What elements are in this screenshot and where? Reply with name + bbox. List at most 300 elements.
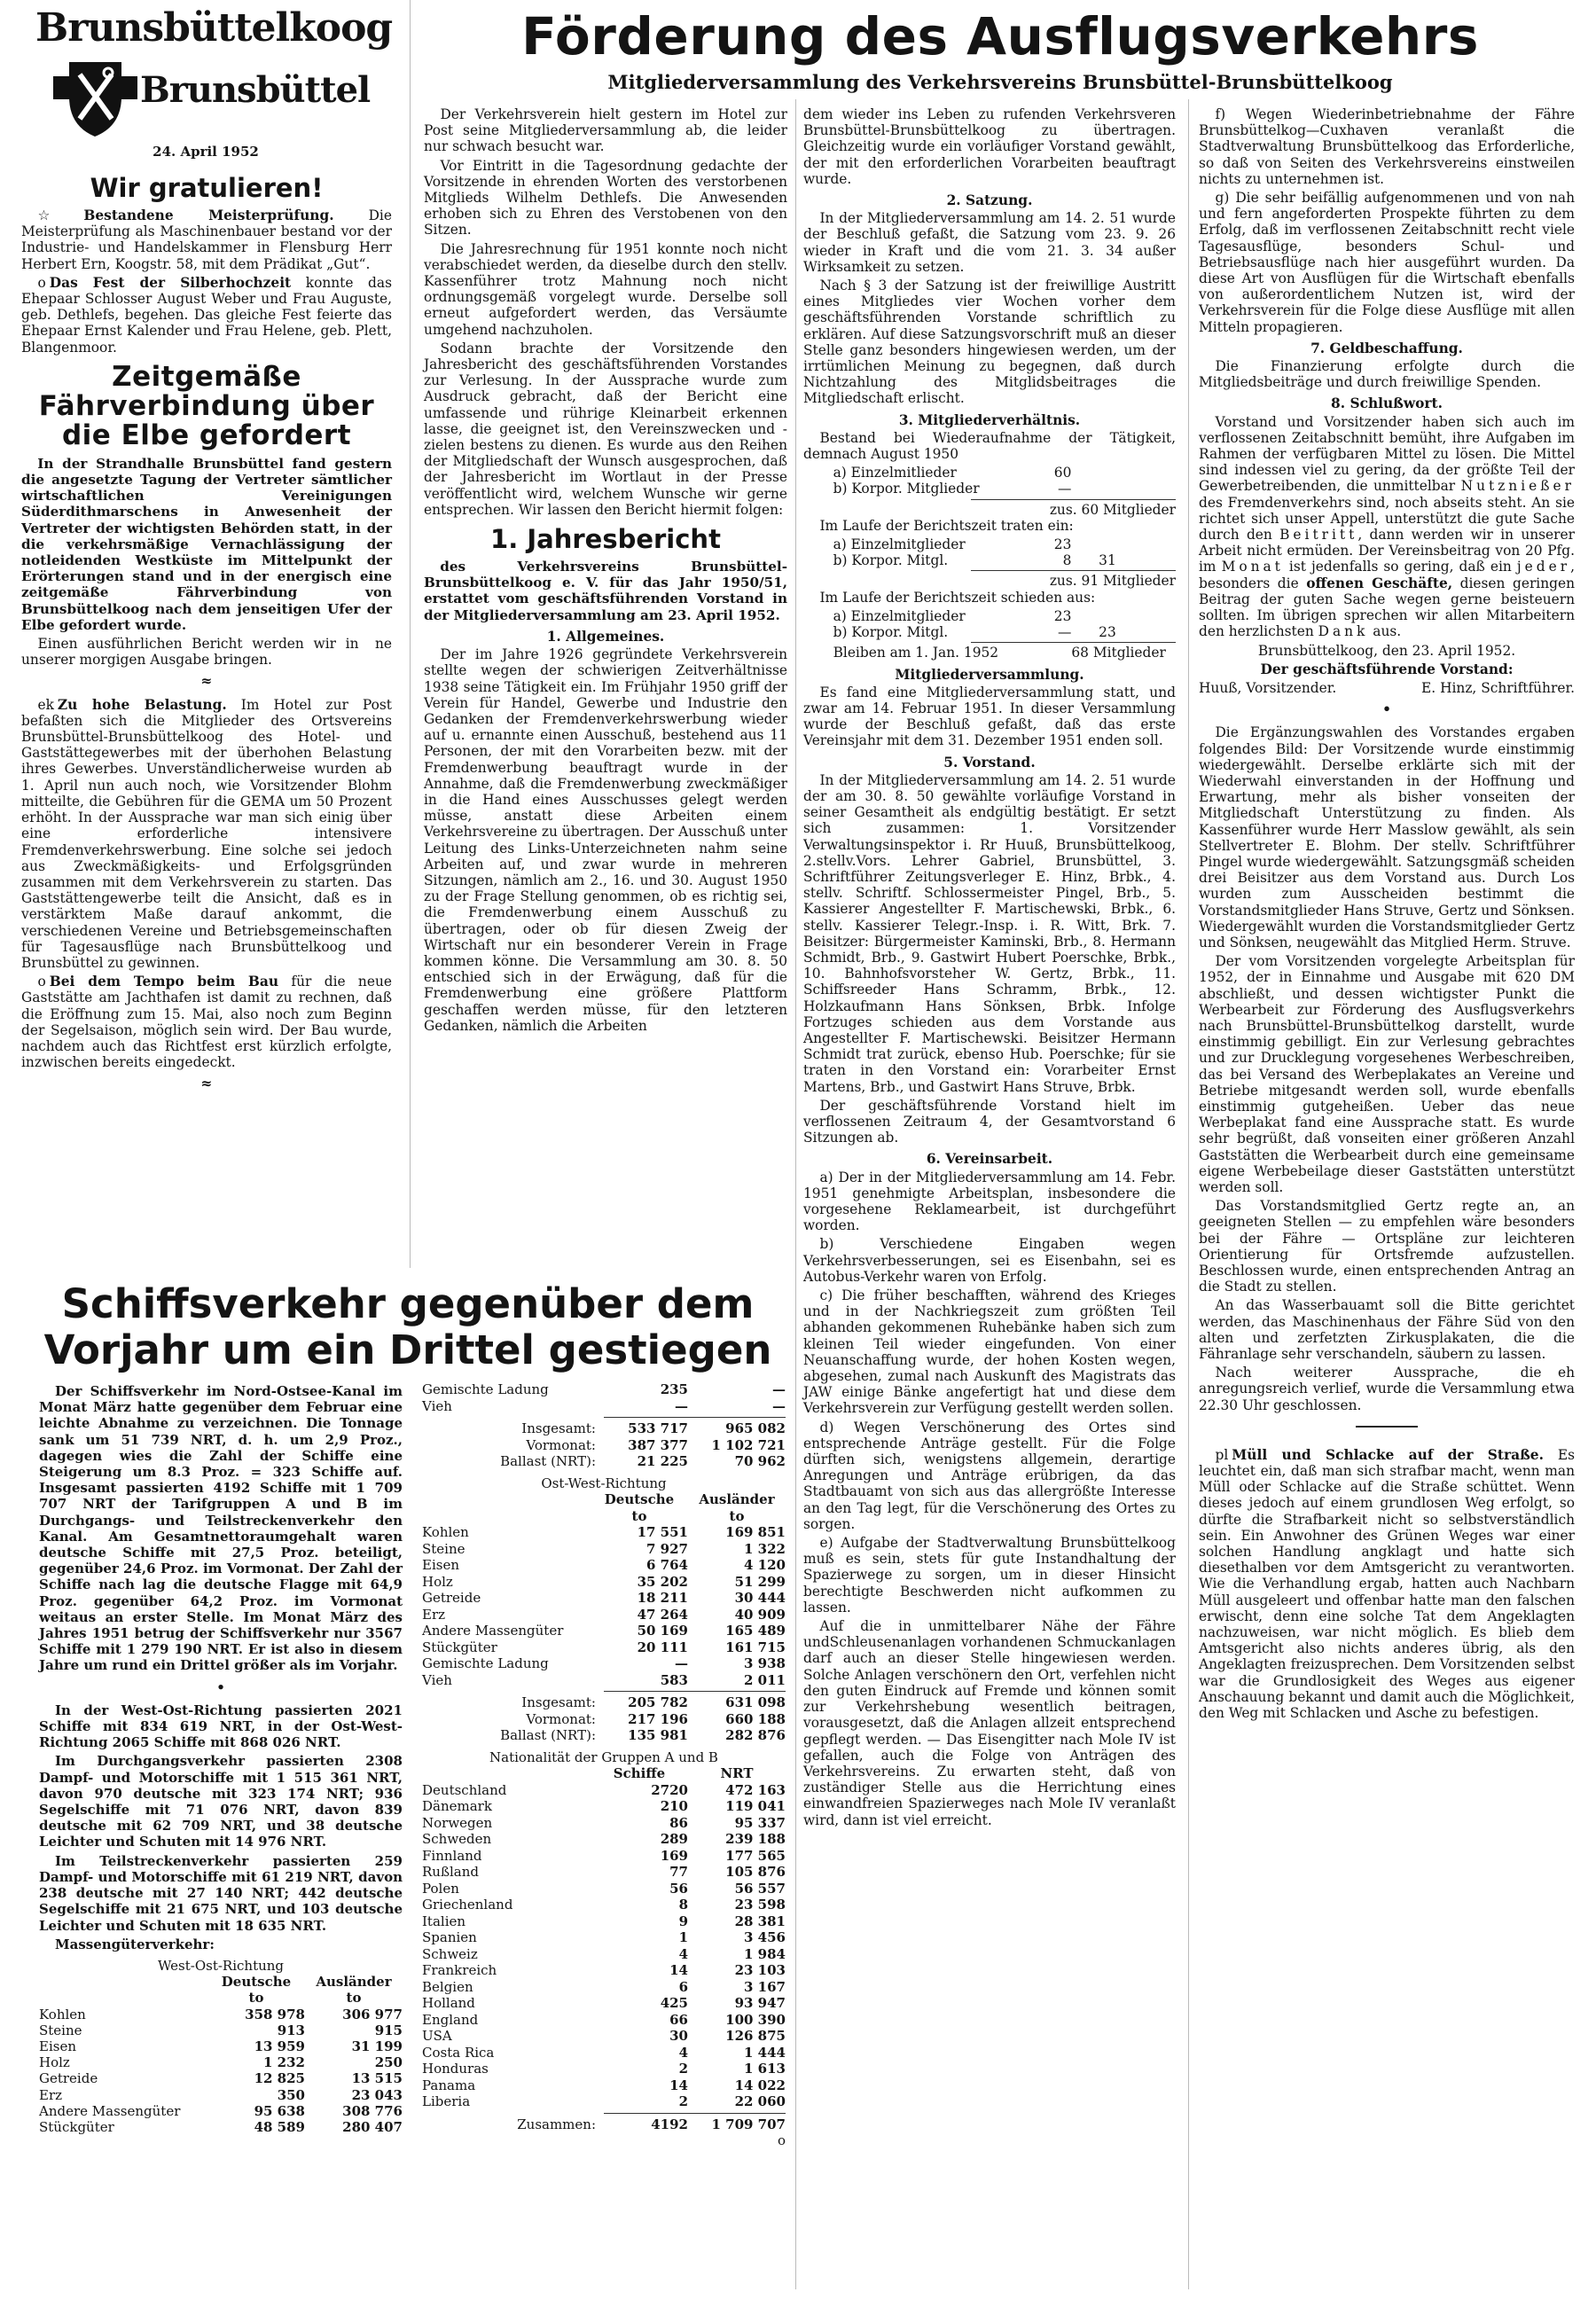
subheading: 2. Satzung. <box>946 192 1033 209</box>
row-label: a) Einzelmitglieder <box>833 607 966 624</box>
row-label: England <box>422 2011 479 2028</box>
paragraph <box>21 974 392 1070</box>
paragraph <box>21 275 392 356</box>
row-label: Getreide <box>422 1590 481 1606</box>
row-label: Vieh <box>422 1397 452 1414</box>
paragraph <box>21 636 392 668</box>
paragraph <box>39 1753 403 1850</box>
total-line: zus. 60 Mitglieder <box>1049 501 1176 518</box>
row-label: Eisen <box>39 2038 76 2054</box>
cell-value: 1 232 <box>263 2054 305 2071</box>
cell-value: 9 <box>678 1913 688 1929</box>
paragraph-lead: Müll und Schlacke auf der Straße. <box>1232 1446 1544 1463</box>
paragraph-text: Im Teilstreckenverkehr passierten 259 Dampf- und Motorschiffe mit 61 219 NRT, davon 238 deutsche mit 27 140 NRT; 442 deutsche Segelschiffe mit 21 675 NRT, und 103 deutsche Leichter und Schuten mit 18 635 NRT. <box>39 1852 403 1934</box>
paragraph-text: a) Der in der Mitgliederversammlung am 14. Febr. 1951 genehmigte Arbeitsplan, insbesondere die vorgesehene Reklamearbeit, ist durchgeführt worden. <box>803 1169 1176 1234</box>
row-label: USA <box>422 2028 452 2044</box>
table-row <box>422 1815 786 1832</box>
article-column-2 <box>424 106 787 1037</box>
paragraph-text: b) Verschiedene Eingaben wegen Verkehrsverbesserungen, sei es Eisenbahn, sei es Autobus-Verkehr waren von Erfolg. <box>803 1236 1176 1285</box>
row-label: Insgesamt: <box>521 1420 596 1436</box>
shipping-headline: Schiffsverkehr gegenüber dem Vorjahr um ein Drittel gestiegen <box>43 1280 772 1373</box>
subheading: 8. Schlußwort. <box>1331 395 1443 412</box>
column-header: Deutsche <box>221 1974 292 1991</box>
paragraph-text: dem wieder ins Leben zu rufenden Verkehrsveren Brunsbüttel-Brunsbüttelkoog zu übertragen. Gleichzeitig wurde ein vorläufiger Vorstand gewählt, der mit den erforderlichen Vorarbeiten beauftragt wurde. <box>803 106 1176 187</box>
row-label: Eisen <box>422 1557 459 1573</box>
section-heading: 1. Jahresbericht <box>490 524 721 555</box>
paragraph-text: Im Hotel zur Post befaßten sich die Mitglieder des Ortsvereins Brunsbüttel-Brunsbüttelkoog des Hotel- und Gaststättegewerbes mit der überhohen Belastung ihres Gewerbes. Unverständlicherweise wurden ab 1. April nun auch noch, wie Vorsitzender Blohm mitteilte, die Gebühren für die GEMA um 50 Prozent erhöht. In der Aussprache war man sich einig über eine erforderliche intensivere Fremdenverkehrswerbung. Eine solche sei jedoch aus Zweckmäßigkeits- und Erfolgsgründen zusammen mit dem Verkehrsverein zu starten. Das Gaststättengewerbe teilt die Ansicht, daß es in verstärktem Maße darauf ankommt, die verschiedenen Vereine und Betriebsgemeinschaften für Tagesausflüge nach Brunsbüttelkoog und Brunsbüttel zu gewinnen. <box>21 696 392 971</box>
table-row <box>422 1639 786 1656</box>
paragraph-marker: o <box>37 274 46 291</box>
paragraph-marker: ek <box>37 696 54 713</box>
paragraph <box>1199 106 1575 187</box>
cell-value: 8 <box>678 1897 688 1913</box>
row-label: Andere Massengüter <box>39 2102 181 2119</box>
paragraph <box>1199 953 1575 1195</box>
paragraph-lead: Bei dem Tempo beim Bau <box>49 974 279 990</box>
paragraph <box>424 559 787 623</box>
row-label: a) Einzelmitlieder <box>833 465 957 481</box>
table-sum-row <box>422 1694 786 1711</box>
paragraph-lead: Das Fest der Silberhochzeit <box>49 274 292 291</box>
row-label: Spanien <box>422 1929 477 1945</box>
row-label: Schweiz <box>422 1945 478 1962</box>
table-sum-row <box>422 1711 786 1728</box>
cell-value: 6 <box>678 1978 688 1995</box>
table-row <box>422 2012 786 2029</box>
table-row <box>422 1946 786 1963</box>
table-row <box>422 1913 786 1930</box>
table-row <box>422 1655 786 1672</box>
paragraph <box>803 1098 1176 1146</box>
row-value: 8 <box>1062 552 1072 569</box>
table-row <box>422 1557 786 1574</box>
cell-value: 30 <box>669 2028 688 2044</box>
cell-value: 2 <box>678 2061 688 2077</box>
cell-value: 4 <box>678 1945 688 1962</box>
table-row <box>39 2087 403 2103</box>
row-label: Erz <box>422 1606 446 1623</box>
cell-value: 66 <box>669 2011 688 2028</box>
table-row <box>422 1574 786 1591</box>
cell-value: 31 199 <box>351 2038 403 2054</box>
paragraph <box>21 456 392 633</box>
table-row <box>422 1398 786 1415</box>
paragraph-marker: o <box>37 974 46 990</box>
subheading: 3. Mitgliederverhältnis. <box>898 411 1081 428</box>
row-sum <box>1071 465 1115 481</box>
paragraph <box>39 1383 403 1674</box>
paragraph <box>803 430 1176 462</box>
column-header: to <box>729 1507 745 1524</box>
row-sum: 23 <box>1099 624 1116 641</box>
paragraph <box>803 1420 1176 1532</box>
paragraph-text: Nach § 3 der Satzung ist der freiwillige Austritt eines Mitgliedes vier Wochen vorher dem geschäftsführenden Vorstande schriftlich zu erklären. Auf diese Satzungsvorschrift muß an dieser Stelle ganz besonders hingewiesen werden, um der irrtümlichen Meinung zu begegnen, daß durch Nichtzahlung des Mitglidsbeitrages die Mitgliedschaft erlischt. <box>803 278 1176 407</box>
paragraph <box>424 241 787 338</box>
cell-value: 3 167 <box>744 1978 786 1995</box>
cell-value: 177 565 <box>725 1847 786 1864</box>
text-segment: jeder <box>1516 559 1571 575</box>
cell-value: 239 188 <box>725 1831 786 1847</box>
row-value: — <box>1057 624 1072 641</box>
row-label: Holz <box>422 1573 453 1590</box>
row-label: Zusammen: <box>517 2116 596 2132</box>
shipping-column-left <box>39 1383 403 2135</box>
table-row <box>422 1848 786 1865</box>
separator-ornament: ≈ <box>200 673 213 690</box>
cell-value: 350 <box>277 2086 305 2103</box>
table-column-headers <box>39 1990 403 2006</box>
paragraph-text: Auf die in unmittelbarer Nähe der Fähre undSchleusenanlagen vorhandenen Schmuckanlagen darf auch an dieser Stelle hingewiesen werden. Solche Anlagen verschönern den Ort, verfehlen nicht den guten Eindruck auf Fremde und können somit zur Verkehrshebung wesentlich beitragen, vorausgesetzt, daß die Anlagen allzeit entsprechend gepflegt werden. — Das Eisengitter nach Mole IV ist gefallen, auch die Folge von Anträgen des Verkehrsvereins. Zu erwarten steht, daß von zuständiger Stelle aus die Herrichtung eines einwandfreien Spazierweges nach Mole IV veranlaßt wird, dann ist viel erreicht. <box>803 1618 1176 1828</box>
row-sum: 68 Mitglieder <box>1071 645 1166 661</box>
row-sum: 31 <box>1099 552 1116 569</box>
coat-of-arms-icon <box>53 57 137 138</box>
paragraph <box>803 1618 1176 1828</box>
row-label: Belgien <box>422 1978 473 1995</box>
paragraph <box>1199 1365 1575 1413</box>
row-value <box>1027 645 1071 661</box>
paragraph-text: g) Die sehr beifällig aufgenommenen und von nah und fern angeforderten Prospekte führten zu dem Erfolg, daß im verflossenen Zeitabschnitt recht viele Tagesausflüge, besonders Schul- und Betriebsausflüge nach hier ausgeführt wurden. Da diese Art von Ausflügen für die Wirtschaft ebenfalls von außerordentlichem Nutzen ist, wird der Verkehrsverein für die Folge diese Ausflüge mit allen Mitteln propagieren. <box>1199 190 1575 335</box>
cell-value: 13 959 <box>254 2038 305 2054</box>
masthead-title-line1: Brunsbüttelkoog <box>35 5 393 51</box>
row-label: Steine <box>39 2022 82 2038</box>
row-label: Vormonat: <box>526 1710 596 1727</box>
cell-value: 40 909 <box>734 1606 786 1623</box>
cell-value: — <box>675 1655 688 1671</box>
left-column <box>21 167 392 1099</box>
shipping-column-right <box>422 1381 786 2149</box>
section-heading: Wir gratulieren! <box>90 173 324 203</box>
paragraph-text: Die Meisterprüfung als Maschinenbauer bestand vor der Industrie- und Handelskammer in Flensburg Herr Herbert Ern, Koogstr. 58, mit dem Prädikat „Gut“. <box>21 207 392 272</box>
row-label: Liberia <box>422 2093 471 2109</box>
row-label: Griechenland <box>422 1897 513 1913</box>
paragraph-text: c) Die früher beschafften, während des Krieges und in der Nachkriegszeit zum größten Teil abhanden gekommenen Ruhebänke haben sich zum kleinen Teil wieder eingefunden. Von einer Neuanschaffung wurde, der hohen Kosten wegen, abgesehen, zumal nach Auskunft des Magistrats das JAW einige Bänke angefertigt hat und diese dem Verkehrsverein zur Verfügung gestellt werden sollen. <box>803 1287 1176 1417</box>
paragraph-text: Der Verkehrsverein hielt gestern im Hotel zur Post seine Mitgliederversammlung ab, die leider nur schwach besucht war. <box>424 106 787 155</box>
separator-ornament: • <box>1382 701 1391 718</box>
cell-value: 913 <box>277 2022 305 2038</box>
table-row <box>422 1381 786 1398</box>
cell-value: 56 557 <box>734 1880 786 1897</box>
table-row <box>422 1798 786 1815</box>
row-label: Panama <box>422 2077 476 2093</box>
cell-value: 205 782 <box>628 1694 688 1710</box>
paragraph <box>803 210 1176 275</box>
cell-value: 30 444 <box>734 1590 786 1606</box>
article-column-4 <box>1199 106 1575 1724</box>
table-sum-row <box>422 1420 786 1437</box>
cell-value: 7 927 <box>646 1540 688 1557</box>
paragraph <box>803 518 1176 534</box>
table-row <box>422 1864 786 1881</box>
cell-value: 169 851 <box>725 1524 786 1540</box>
cell-value: 210 <box>660 1798 688 1814</box>
cell-value: 289 <box>660 1831 688 1847</box>
table-row <box>422 1979 786 1996</box>
text-segment: aus. <box>1368 623 1402 640</box>
subheading: 7. Geldbeschaffung. <box>1310 340 1463 356</box>
row-label: Stückgüter <box>422 1639 497 1655</box>
main-subtitle: Mitgliederversammlung des Verkehrsvereins Brunsbüttel-Brunsbüttelkoog <box>607 71 1393 93</box>
paragraph <box>1199 724 1575 951</box>
table-column-headers <box>39 1974 403 1990</box>
cell-value: 358 978 <box>245 2006 305 2022</box>
row-label: Vormonat: <box>526 1436 596 1453</box>
cell-value: 77 <box>669 1864 688 1880</box>
text-segment: , besonders die <box>1199 559 1575 591</box>
row-label: Gemischte Ladung <box>422 1655 549 1671</box>
sum-line <box>971 499 1176 500</box>
table-row <box>422 1607 786 1623</box>
column-header: Ausländer <box>316 1974 392 1991</box>
row-value: 60 <box>1053 465 1072 481</box>
paragraph-text: Der geschäftsführende Vorstand hielt im verflossenen Zeitraum 4, der Gesamtvorstand 6 Sitzungen ab. <box>803 1097 1176 1146</box>
paragraph-marker: pl <box>1215 1446 1229 1463</box>
paragraph <box>424 340 787 518</box>
masthead-logo <box>35 5 393 138</box>
row-value: — <box>1057 481 1072 497</box>
signature-secretary: E. Hinz, Schriftführer. <box>1421 679 1575 696</box>
subheading: 1. Allgemeines. <box>546 628 665 645</box>
cell-value: 4 120 <box>744 1557 786 1573</box>
text-segment: Vorstand und Vorsitzender haben sich auch im verflossenen Zeitabschnitt bemüht, ihre Aufgaben im Rahmen der verfügbaren Mittel zu lösen. Die Mittel sind indessen viel zu gering, da der größte Teil der Gewerbetreibenden, die unmittelbar <box>1199 413 1575 495</box>
table-sum-row <box>422 1727 786 1744</box>
cell-value: 1 613 <box>744 2061 786 2077</box>
subheading: 5. Vorstand. <box>943 754 1036 771</box>
cell-value: 1 <box>678 1929 688 1945</box>
paragraph <box>803 590 1176 606</box>
cell-value: 12 825 <box>254 2070 305 2087</box>
cell-value: 119 041 <box>725 1798 786 1814</box>
row-label: Insgesamt: <box>521 1694 596 1710</box>
cell-value: 20 111 <box>637 1639 688 1655</box>
table-row <box>422 1524 786 1541</box>
table-row <box>422 2045 786 2061</box>
subheading: 6. Vereinsarbeit. <box>926 1151 1053 1168</box>
row-label: Ballast (NRT): <box>500 1453 596 1469</box>
cell-value: 3 938 <box>744 1655 786 1671</box>
column-header: to <box>248 1990 264 2007</box>
paragraph-text: Der im Jahre 1926 gegründete Verkehrsverein stellte wegen der schwierigen Zeitverhältnisse 1938 seine Tätigkeit ein. Im Frühjahr 1950 griff der Verein für Handel, Gewerbe und Industrie den Gedanken der Fremdenverkehrswerbung wieder auf u. ernannte einen Ausschuß, bestehend aus 11 Personen, der mit den Vorarbeiten bezw. mit der Fremdenwerbung beauftragt wurde in der Annahme, daß die Fremdenwerbung zweckmäßiger in die Hand eines Ausschusses gelegt werden müsse, anstatt diese Arbeiten einem Verkehrsvereine zu übertragen. Der Ausschuß unter Leitung des Links-Unterzeichneten nahm seine Arbeiten auf, und zwar wurde in mehreren Sitzungen, nämlich am 2., 16. und 30. August 1950 zu der Frage Stellung genommen, ob es richtig sei, die Fremdenwerbung einem Ausschuß zu übertragen, oder ob für diesen Zweig der Wirtschaft nur ein besonderer Verein in Frage kommen könne. Die Versammlung am 30. 8. 50 entschied sich in der Erwägung, daß für die Fremdenwerbung eine größere Plattform geschaffen werden müsse, für den letzteren Gedanken, nämlich die Arbeiten <box>424 646 788 1034</box>
cell-value: 86 <box>669 1814 688 1831</box>
paragraph-text: Das Vorstandsmitglied Gertz regte an, an geeigneten Stellen — zu empfehlen wäre besonders bei der Fähre — Ortspläne zur leichteren Orientierung für Ortsfremde aufzustellen. Beschlossen wurde, einen entsprechenden Antrag an die Stadt zu stellen. <box>1199 1198 1575 1295</box>
cell-value: 2 011 <box>744 1671 786 1688</box>
paragraph-text: Vor Eintritt in die Tagesordnung gedachte der Vorsitzende in ehrenden Worten des verstorbenen Mitglieds Wilhelm Dethlefs. Die Anwesenden erhoben sich zu Ehren des Verstobenen von den Sitzen. <box>424 157 787 239</box>
cell-value: 70 962 <box>734 1453 786 1469</box>
cell-value: 13 515 <box>351 2070 403 2087</box>
paragraph-text: konnte das Ehepaar Schlosser August Weber und Frau Auguste, geb. Dethlefs, begehen. Das gleiche Fest feierte das Ehepaar Ernst Kalender und Frau Helene, geb. Plett, Blangenmoor. <box>21 274 392 356</box>
issue-date: 24. April 1952 <box>153 144 259 160</box>
table-row <box>422 1881 786 1897</box>
separator-rule <box>1356 1426 1418 1428</box>
member-row <box>803 552 1176 568</box>
member-row <box>803 624 1176 640</box>
cell-value: 126 875 <box>725 2028 786 2044</box>
table-row <box>422 1929 786 1946</box>
paragraph <box>803 772 1176 1095</box>
paragraph-text: für die neue Gaststätte am Jachthafen ist damit zu rechnen, daß die Eröffnung zum 15. Mai, also noch zum Beginn der Segelsaison, möglich sein wird. Der Bau wurde, nachdem auch das Richtfest erst kürzlich erfolgte, inzwischen bereits eingedeckt. <box>21 974 392 1071</box>
row-label: Andere Massengüter <box>422 1623 564 1639</box>
cell-value: 1 102 721 <box>711 1436 786 1453</box>
paragraph-text: Die Finanzierung erfolgte durch die Mitgliedsbeiträge und durch freiwillige Spenden. <box>1199 358 1575 391</box>
cell-value: 100 390 <box>725 2011 786 2028</box>
cell-value: 306 977 <box>342 2006 403 2022</box>
sum-line <box>604 1417 786 1418</box>
cell-value: 282 876 <box>725 1727 786 1743</box>
table-row <box>39 2054 403 2070</box>
signature-chair: Huuß, Vorsitzender. <box>1199 679 1337 696</box>
paragraph <box>424 158 787 239</box>
paragraph <box>424 106 787 155</box>
paragraph <box>39 1702 403 1751</box>
row-label: Kohlen <box>422 1524 469 1540</box>
paragraph <box>803 278 1176 407</box>
table-row <box>422 2077 786 2094</box>
paragraph <box>803 1535 1176 1615</box>
paragraph <box>1199 1198 1575 1295</box>
row-label: Deutschland <box>422 1781 507 1798</box>
cell-value: 47 264 <box>637 1606 688 1623</box>
text-segment: Monat <box>1221 559 1284 575</box>
paragraph-text: Die Jahresrechnung für 1951 konnte noch nicht verabschiedet werden, da dieselbe durch den stellv. Kassenführer trotz Mahnung noch nicht ordnungsgemäß vorgelegt wurde. Derselbe soll erneut aufgefordert werden, das Versäumte umgehend nachzuholen. <box>424 240 787 338</box>
cell-value: 105 876 <box>725 1864 786 1880</box>
table-row <box>39 2007 403 2022</box>
table-row <box>422 2093 786 2110</box>
paragraph <box>39 1936 403 1952</box>
paragraph <box>1199 1297 1575 1362</box>
table-row <box>422 1590 786 1607</box>
sum-line <box>971 570 1176 571</box>
paragraph-text: Sodann brachte der Vorsitzende den Jahresbericht des geschäftsführenden Vorstandes zur Verlesung. In der Aussprache wurde zum Ausdruck gebracht, daß der Bericht eine umfassende und rührige Kleinarbeit erkennen lasse, die geeignet ist, den Vereinszwecken und -zielen bestens zu dienen. Es wurde aus den Reihen der Mitgliedschaft der Wunsch ausgesprochen, daß der Jahresbericht im Wortlaut in der Presse veröffentlicht wird, welchem Wunsche wir gerne entsprechen. Wir lassen den Bericht hiermit folgen: <box>424 340 787 518</box>
paragraph-text: Nach weiterer Aussprache, die anregungsreich verlief, wurde die Versammlung etwa 22.30 Uhr geschlossen. <box>1199 1365 1575 1413</box>
cell-value: 1 709 707 <box>711 2116 786 2132</box>
text-segment: diesen geringen Beitrag der guten Sache wegen gerne beisteuern sollten. Im übrigen sprechen wir allen Mitarbeitern den herzlichsten <box>1199 575 1576 640</box>
article-column-3 <box>803 106 1176 1831</box>
cell-value: 631 098 <box>725 1694 786 1710</box>
row-label: Polen <box>422 1880 459 1897</box>
row-label: Holland <box>422 1995 475 2011</box>
cell-value: 51 299 <box>734 1573 786 1590</box>
row-label: a) Einzelmitglieder <box>833 536 966 553</box>
cell-value: 280 407 <box>342 2118 403 2135</box>
row-label: Erz <box>39 2086 63 2103</box>
row-label: Getreide <box>39 2070 98 2087</box>
row-label: Norwegen <box>422 1814 493 1831</box>
total-line: o <box>777 2132 786 2148</box>
table-row <box>422 2028 786 2045</box>
cell-value: 235 <box>660 1381 688 1397</box>
cell-value: 1 444 <box>744 2044 786 2061</box>
cell-value: 56 <box>669 1880 688 1897</box>
table-row <box>422 1782 786 1799</box>
table-column-headers <box>422 1491 786 1508</box>
paragraph-lead: Bestandene Meisterprüfung. <box>83 207 334 223</box>
table-column-headers <box>422 1765 786 1782</box>
table-title: Ost-West-Richtung <box>541 1475 667 1491</box>
dateline: Brunsbüttelkoog, den 23. April 1952. <box>1257 642 1516 659</box>
member-row <box>803 481 1176 497</box>
paragraph <box>21 697 392 971</box>
cell-value: 21 225 <box>637 1453 688 1469</box>
cell-value: 250 <box>374 2054 403 2071</box>
cell-value: 472 163 <box>725 1781 786 1798</box>
paragraph <box>21 207 392 272</box>
member-row <box>803 645 1176 661</box>
cell-value: 2720 <box>651 1781 688 1798</box>
paragraph <box>803 685 1176 749</box>
column-divider <box>410 0 411 1268</box>
row-sum <box>1071 536 1115 552</box>
paragraph-text: In der West-Ost-Richtung passierten 2021 Schiffe mit 834 619 NRT, in der Ost-West-Richtung 2065 Schiffe mit 868 026 NRT. <box>39 1702 403 1751</box>
table-row <box>39 2103 403 2119</box>
paragraph-text: In der Strandhalle Brunsbüttel fand gestern die angesetzte Tagung der Vertreter sämtlicher wirtschaftlichen Vereinigungen Süderdithmarschens in Anwesenheit der Vertreter der wichtigsten Behörden statt, in der die verkehrsmäßige Vernachlässigung der notleidenden Westküste im Mittelpunkt der Erörterungen stand und in der energisch eine zeitgemäße Fährverbindung von Brunsbüttelkoog nach dem jenseitigen Ufer der Elbe gefordert wurde. <box>21 455 392 633</box>
paragraph-text: d) Wegen Verschönerung des Ortes sind entsprechende Anträge gestellt. Für die Folge dürften sich, wenigstens allgemein, derartige Anregungen und Anträge erübrigen, da das Stadtbauamt von sich aus das allergrößte Interesse an den Tag legt, für die Verschönerung des Ortes zu sorgen. <box>803 1419 1176 1532</box>
cell-value: 425 <box>660 1995 688 2011</box>
cell-value: 169 <box>660 1847 688 1864</box>
row-label: Italien <box>422 1913 466 1929</box>
paragraph-text: Die Ergänzungswahlen des Vorstandes ergaben folgendes Bild: Der Vorsitzende wurde einstimmig wiedergewählt. Derselbe erklärte sich mit der Wiederwahl einverstanden in der Hoffnung und Erwartung, mehr als bisher vonseiten der Mitgliedschaft Unterstützung zu finden. Als Kassenführer wurde Herr Masslow gewählt, als sein Stellvertreter E. Blohm. Der stellv. Schriftführer Pingel wurde wiedergewählt. Satzungsgmäß scheiden drei Beisitzer aus dem Vorstand aus. Durch Los wurden zum Ausscheiden bestimmt die Vorstandsmitglieder Hans Struve, Gertz und Sönksen. Wiedergewählt wurden die Vorstandsmitglieder Gertz und Sönksen, neugewählt das Mitglied Herm. Struve. <box>1199 724 1575 951</box>
paragraph-text: des Verkehrsvereins Brunsbüttel-Brunsbüttelkoog e. V. für das Jahr 1950/51, erstattet vom geschäftsführenden Vorstand in der Mitgliederversammlung am 23. April 1952. <box>424 559 787 623</box>
column-header: Ausländer <box>699 1491 775 1507</box>
table-row <box>422 1672 786 1689</box>
cell-value: 6 764 <box>646 1557 688 1573</box>
paragraph <box>803 106 1176 187</box>
article-headline: Zeitgemäße Fährverbindung über die Elbe gefordert <box>38 360 375 451</box>
paragraph-text: In der Mitgliederversammlung am 14. 2. 51 wurde der Beschluß gefaßt, die Satzung vom 23. 9. 26 wieder in Kraft und die vom 21. 3. 34 außer Wirksamkeit zu setzen. <box>803 210 1176 275</box>
signature-heading: Der geschäftsführende Vorstand: <box>1260 661 1514 677</box>
paragraph-text: e) Aufgabe der Stadtverwaltung Brunsbüttelkoog muß es sein, stets für gute Instandhaltung der Spazierwege zu sorgen, um in dieser Hinsicht berechtigte Beschwerden nicht aufkommen zu lassen. <box>803 1535 1176 1615</box>
paragraph-text: Im Laufe der Berichtszeit traten ein: <box>819 517 1074 534</box>
table-row <box>422 1541 786 1558</box>
member-row <box>803 608 1176 624</box>
table-title: West-Ost-Richtung <box>157 1957 285 1974</box>
paragraph-text: Im Durchgangsverkehr passierten 2308 Dampf- und Motorschiffe mit 1 515 361 NRT, davon 970 deutsche mit 323 174 NRT; 936 Segelschiffe mit 71 076 NRT, davon 839 deutsche mit 62 709 NRT, und 38 deutsche Leichter und Schuten mit 14 976 NRT. <box>39 1753 403 1850</box>
row-label: Gemischte Ladung <box>422 1381 549 1397</box>
cell-value: 35 202 <box>637 1573 688 1590</box>
cell-value: 1 984 <box>744 1945 786 1962</box>
text-segment: , dann werden wir in unserer Arbeit nicht ermüden. Der Vereinsbeitrag von 20 Pfg. im <box>1199 527 1575 575</box>
paragraph-text: Es leuchtet ein, daß man sich strafbar macht, wenn man Müll oder Schlacke auf die Straße schüttet. Wenn dieses jedoch auf einem grundlosen Weg erfolgt, so dürfte die Strafbarkeit nicht so selbstverständlich sein. Ein Anwohner des Grünen Weges war einer solchen Handlung angklagt und hatte sich diesethalben vor dem Amtsgericht zu verantworten. Wie die Verhandlung ergab, hatten auch Nachbarn Müll ausgeleert und offenbar hatte man den falschen erwischt, denn eine solche Tat dem Angeklagten nachzuweisen, war nicht möglich. Es blieb dem Amtsgericht also nichts anderes übrig, als den Angeklagten freizusprechen. Dem Vorsitzenden selbst war die Grundlosigkeit des Weges aus eigener Anschauung bekannt und damit auch die Möglichkeit, den Weg mit Schlacken und Asche zu befestigen. <box>1199 1446 1575 1722</box>
row-label: Frankreich <box>422 1962 497 1978</box>
text-segment: Beitritt <box>1279 527 1358 544</box>
cell-value: 135 981 <box>628 1727 688 1743</box>
row-label: Vieh <box>422 1671 452 1688</box>
table-row <box>422 2061 786 2077</box>
column-divider <box>795 99 796 2289</box>
table-sum-row <box>422 1437 786 1454</box>
row-label: Ballast (NRT): <box>500 1727 596 1743</box>
masthead-title-line2: Brunsbüttel <box>140 69 371 111</box>
paragraph <box>1199 1447 1575 1721</box>
column-header: to <box>346 1990 362 2007</box>
subheading: Mitgliederversammlung. <box>895 666 1084 683</box>
row-label: b) Korpor. Mitgl. <box>833 552 949 569</box>
author-initials: eh <box>1557 1365 1575 1381</box>
cell-value: 22 060 <box>734 2093 786 2109</box>
paragraph-text: Es fand eine Mitgliederversammlung statt, und zwar am 14. Februar 1951. In dieser Versammlung wurde der Beschluß gefaßt, daß das erste Vereinsjahr mit dem 31. Dezember 1951 enden soll. <box>803 684 1176 749</box>
paragraph-marker: ☆ <box>37 207 81 223</box>
text-segment: des Fremdenverkehrs sind, noch abseits steht. An sie richtet sich unser Appell, unterstützt die gute Sache durch den <box>1199 494 1575 544</box>
paragraph-text: Einen ausführlichen Bericht werden wir in unserer morgigen Ausgabe bringen. <box>21 636 359 669</box>
paragraph-text: Im Laufe der Berichtszeit schieden aus: <box>819 589 1096 606</box>
row-value: 23 <box>1053 607 1072 624</box>
cell-value: 50 169 <box>637 1623 688 1639</box>
row-label: Costa Rica <box>422 2044 495 2061</box>
sum-line <box>971 642 1176 643</box>
row-label: b) Korpor. Mitglieder <box>833 481 980 497</box>
table-row <box>39 2038 403 2054</box>
paragraph <box>39 1853 403 1934</box>
paragraph-lead: Zu hohe Belastung. <box>57 696 227 713</box>
row-sum <box>1071 481 1115 497</box>
